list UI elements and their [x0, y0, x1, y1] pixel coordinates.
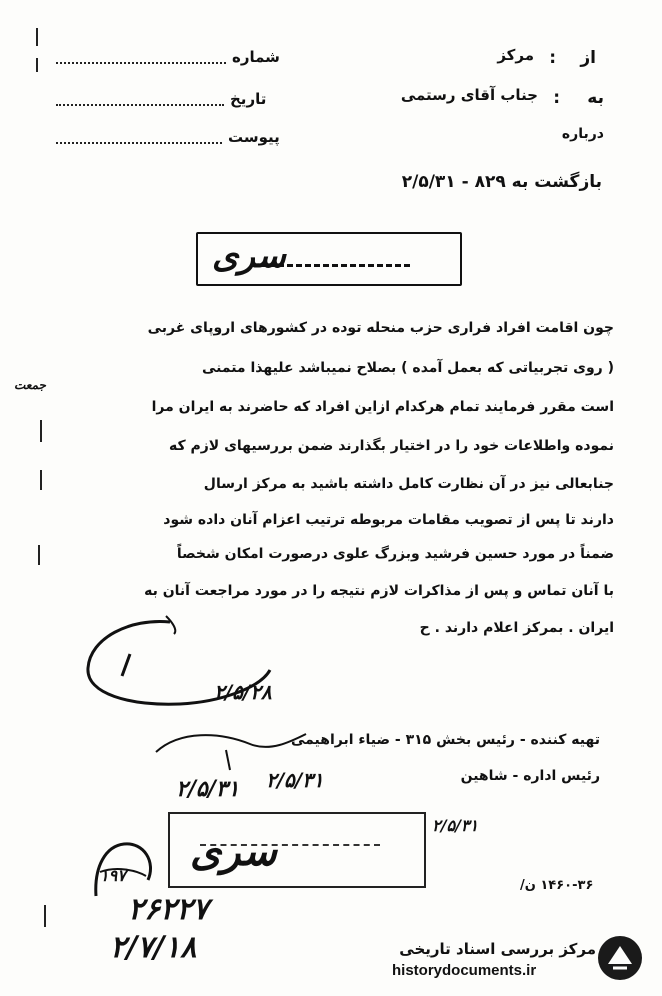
watermark-url: historydocuments.ir [392, 962, 537, 979]
side-note: جمعت [14, 378, 46, 392]
classification-stamp [196, 232, 462, 286]
handwritten-date-5: ۲/۵/۳۱ [432, 816, 479, 835]
shomare-label: شماره [232, 48, 280, 66]
tarikh-field [56, 104, 224, 106]
peyvast-field [56, 142, 222, 144]
preparer-scribble [150, 722, 310, 772]
be-label: به [587, 88, 604, 108]
peyvast-label: پیوست [228, 128, 280, 146]
margin-rule [36, 58, 38, 72]
body-line-1: چون اقامت افراد فراری حزب منحله توده در کشورهای اروپای غربی [147, 320, 614, 336]
handwritten-number: ۲۶۲۲۷ [128, 892, 209, 927]
shomare-field [56, 62, 226, 64]
az-colon: : [549, 48, 556, 68]
body-line-7: ضمناً در مورد حسین فرشید وبزرگ علوی درصورت امکان شخصاً [176, 546, 614, 562]
margin-rule [40, 470, 42, 490]
body-line-9: ایران . بمرکز اعلام دارند . ح [419, 620, 614, 636]
az-label: از [580, 48, 596, 68]
body-line-6: دارند تا پس از تصویب مقامات مربوطه ترتیب اعزام آنان داده شود [163, 512, 614, 528]
margin-rule [36, 28, 38, 46]
signature-director: رئیس اداره - شاهین [460, 768, 600, 784]
bazgasht-reference: بازگشت به ۸۲۹ - ۲/۵/۳۱ [401, 172, 602, 192]
handwritten-date-2: ۲/۵/۳۱ [176, 776, 240, 802]
bottom-stamp [168, 812, 426, 888]
signature-preparer: تهیه کننده - رئیس بخش ۳۱۵ - ضیاء ابراهیمی [290, 732, 600, 748]
az-value: مرکز [497, 46, 534, 64]
body-line-4: نموده واطلاعات خود را در اختیار بگذارند ضمن بررسیهای لازم که [168, 438, 614, 454]
handwritten-date-4: ۲/۷/۱۸ [110, 930, 197, 965]
watermark-logo-icon [596, 934, 644, 982]
stamp-dash-line [260, 264, 410, 267]
handwritten-date-3: ۲/۵/۳۱ [266, 768, 324, 792]
body-line-5: جنابعالی نیز در آن نظارت کامل داشته باشید به مرکز ارسال [203, 476, 614, 492]
margin-rule [44, 905, 46, 927]
body-line-3: است مقرر فرمایند تمام هرکدام ازاین افراد که حاضرند به ایران مرا [151, 399, 614, 415]
handwritten-small: ۱۹۷ [100, 866, 126, 885]
darbare-label: درباره [561, 126, 604, 142]
be-value: جناب آقای رستمی [400, 86, 538, 104]
body-line-8: با آنان تماس و پس از مذاکرات لازم نتیجه را در مورد مراجعت آنان به [144, 583, 614, 599]
be-colon: : [553, 88, 560, 108]
handwritten-date-1: ۲/۵/۲۸ [214, 680, 272, 704]
classification-stamp-text: سری [212, 236, 286, 276]
bottom-stamp-text: سری [190, 828, 277, 875]
document-code: ۱۴۶۰-۳۶ ن/ [520, 878, 594, 893]
tarikh-label: تاریخ [230, 90, 267, 108]
body-line-2: ( روی تجربیاتی که بعمل آمده ) بصلاح نمیباشد علیهذا متمنی [201, 360, 614, 376]
watermark-org-name: مرکز بررسی اسناد تاریخی [399, 940, 596, 958]
margin-rule [40, 420, 42, 442]
margin-rule [38, 545, 40, 565]
